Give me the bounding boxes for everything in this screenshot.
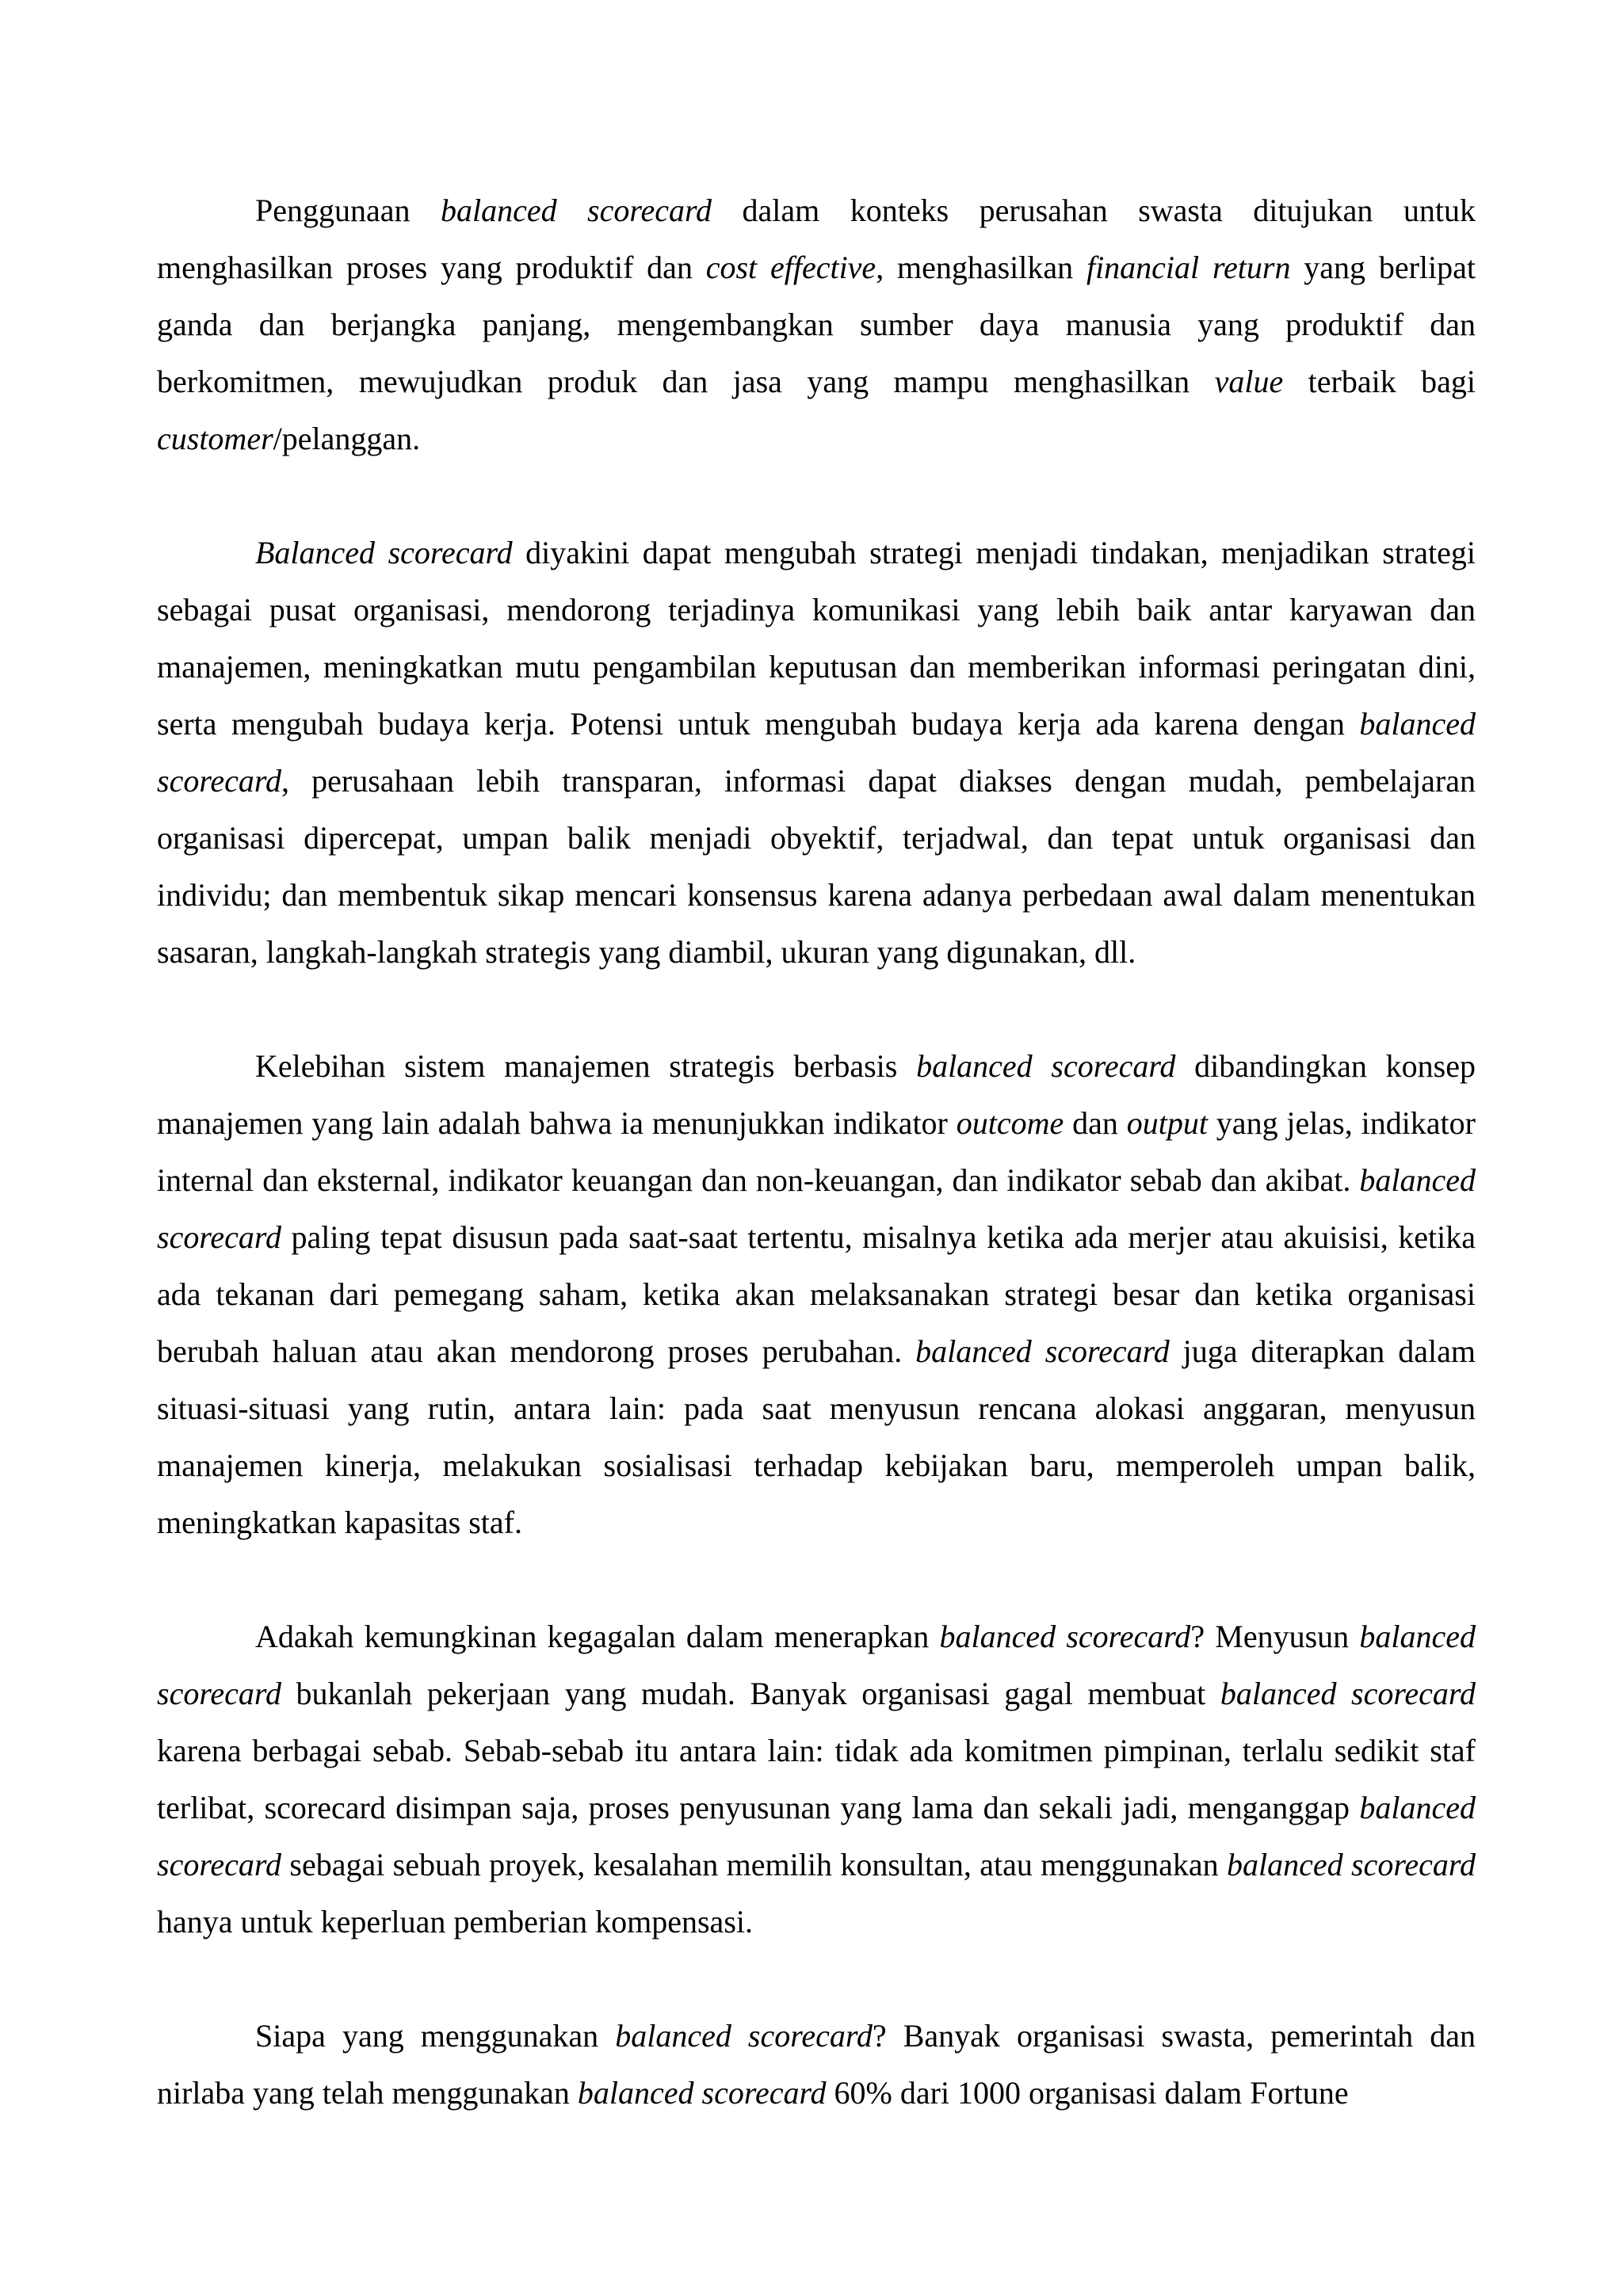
body-text <box>157 182 1476 2122</box>
text-run: ? Banyak organisasi swasta, pemerintah dan nirlaba yang telah menggunakan <box>157 2018 1476 2111</box>
italic-text-run: balanced scorecard <box>157 1162 1476 1255</box>
italic-text-run: balanced scorecard <box>157 1790 1476 1882</box>
italic-text-run: financial return <box>1086 250 1291 285</box>
italic-text-run: balanced scorecard <box>916 1048 1176 1084</box>
text-run: ? Menyusun <box>1190 1619 1360 1654</box>
text-run: dan <box>1064 1105 1127 1141</box>
text-run: , menghasilkan <box>876 250 1086 285</box>
text-run: juga diterapkan dalam situasi-situasi yang rutin, antara lain: pada saat menyusun rencana alokasi anggaran, menyusun manajemen kinerja, melakukan sosialisasi terhadap kebijakan baru, memperoleh umpan balik, meningkatkan kapasitas staf. <box>157 1333 1476 1540</box>
paragraph <box>157 524 1476 981</box>
text-run: /pelanggan. <box>273 421 421 456</box>
paragraph <box>157 2008 1476 2122</box>
italic-text-run: balanced scorecard <box>915 1333 1170 1369</box>
italic-text-run: balanced scorecard <box>939 1619 1191 1654</box>
paragraph <box>157 1608 1476 1951</box>
text-run: Siapa yang menggunakan <box>255 2018 616 2054</box>
italic-text-run: balanced scorecard <box>615 2018 873 2054</box>
italic-text-run: balanced scorecard <box>577 2075 827 2111</box>
text-run: , perusahaan lebih transparan, informasi dapat diakses dengan mudah, pembelajaran organisasi dipercepat, umpan balik menjadi obyektif, terjadwal, dan tepat untuk organisasi dan individu; dan membentuk sikap mencari konsensus karena adanya perbedaan awal dalam menentukan sasaran, langkah-langkah strategis yang diambil, ukuran yang digunakan, dll. <box>157 763 1476 970</box>
text-run: 60% dari 1000 organisasi dalam Fortune <box>826 2075 1349 2111</box>
text-run: Adakah kemungkinan kegagalan dalam menerapkan <box>255 1619 940 1654</box>
italic-text-run: balanced scorecard <box>1227 1847 1476 1882</box>
italic-text-run: balanced scorecard <box>1220 1676 1476 1711</box>
italic-text-run: cost effective <box>705 250 876 285</box>
italic-text-run: value <box>1214 364 1284 399</box>
text-run: dalam konteks perusahan swasta ditujukan untuk menghasilkan proses yang produktif dan <box>157 193 1476 285</box>
paragraph <box>157 182 1476 467</box>
italic-text-run: balanced scorecard <box>157 1619 1476 1711</box>
text-run: Penggunaan <box>255 193 441 228</box>
text-run: sebagai sebuah proyek, kesalahan memilih konsultan, atau menggunakan <box>281 1847 1227 1882</box>
text-run: yang jelas, indikator internal dan eksternal, indikator keuangan dan non-keuangan, dan indikator sebab dan akibat. <box>157 1105 1476 1198</box>
text-run: hanya untuk keperluan pemberian kompensasi. <box>157 1904 753 1939</box>
text-run: Kelebihan sistem manajemen strategis berbasis <box>255 1048 917 1084</box>
text-run: karena berbagai sebab. Sebab-sebab itu antara lain: tidak ada komitmen pimpinan, terlalu sedikit staf terlibat, scorecard disimpan saja, proses penyusunan yang lama dan sekali jadi, menganggap <box>157 1733 1476 1825</box>
text-run: paling tepat disusun pada saat-saat tertentu, misalnya ketika ada merjer atau akuisisi, ketika ada tekanan dari pemegang saham, ketika akan melaksanakan strategi besar dan ketika organisasi berubah haluan atau akan mendorong proses perubahan. <box>157 1219 1476 1369</box>
italic-text-run: balanced scorecard <box>440 193 712 228</box>
paragraph <box>157 1038 1476 1551</box>
text-run: bukanlah pekerjaan yang mudah. Banyak organisasi gagal membuat <box>281 1676 1220 1711</box>
text-run: yang berlipat ganda dan berjangka panjang, mengembangkan sumber daya manusia yang produktif dan berkomitmen, mewujudkan produk dan jasa yang mampu menghasilkan <box>157 250 1476 399</box>
text-run: terbaik bagi <box>1283 364 1476 399</box>
italic-text-run: outcome <box>956 1105 1064 1141</box>
italic-text-run: Balanced scorecard <box>255 535 513 570</box>
italic-text-run: balanced scorecard <box>157 706 1476 799</box>
text-run: diyakini dapat mengubah strategi menjadi tindakan, menjadikan strategi sebagai pusat organisasi, mendorong terjadinya komunikasi yang lebih baik antar karyawan dan manajemen, meningkatkan mutu pengambilan keputusan dan memberikan informasi peringatan dini, serta mengubah budaya kerja. Potensi untuk mengubah budaya kerja ada karena dengan <box>157 535 1476 742</box>
text-run: dibandingkan konsep manajemen yang lain adalah bahwa ia menunjukkan indikator <box>157 1048 1476 1141</box>
italic-text-run: customer <box>157 421 273 456</box>
italic-text-run: output <box>1126 1105 1208 1141</box>
